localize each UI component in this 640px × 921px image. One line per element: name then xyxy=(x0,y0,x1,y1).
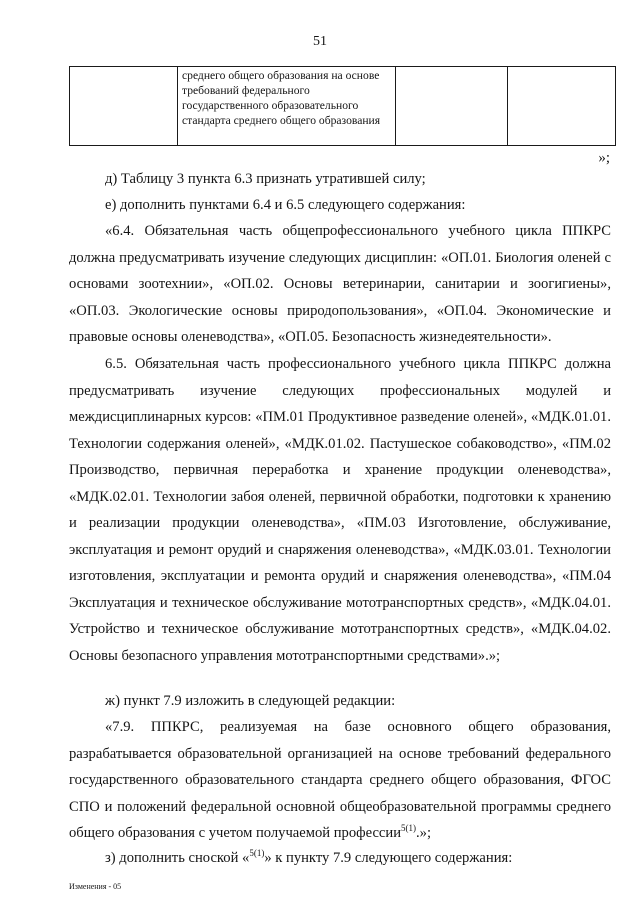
paragraph-6-4-text: «6.4. Обязательная часть общепрофессионального учебного цикла ППКРС должна предусматривать изучение следующих дисциплин: «ОП.01. Биология оленей с основами зоотехнии», «ОП.02. Основы ветеринарии, санитарии и зоогигиены», «ОП.03. Экологические основы природопользования», «ОП.04. Экономические и правовые основы оленеводства», «ОП.05. Безопасность жизнедеятельности». xyxy=(69,223,611,345)
paragraph-7-9-text: «7.9. ППКРС, реализуемая на базе основного общего образования, разрабатывается образовательной организацией на основе требований федерального государственного образовательного стандарта среднего общего образования, ФГОС СПО и положений федеральной основной общеобразовательной программы среднего общего образования с учетом получаемой профессии xyxy=(69,719,611,841)
footnote-mark: 5(1) xyxy=(401,823,417,834)
paragraph-z-start: з) дополнить сноской « xyxy=(105,850,250,866)
paragraph-6-5-text: 6.5. Обязательная часть профессионального учебного цикла ППКРС должна предусматривать изучение следующих профессиональных модулей и междисциплинарных курсов: «ПМ.01 Продуктивное разведение оленей», «МДК.01.01. Технологии содержания оленей», «МДК.01.02. Пастушеское собаководство», «ПМ.02 Производство, первичная переработка и хранение продукции оленеводства», «МДК.02.01. Технологии забоя оленей, первичной обработки, подготовки к хранению и реализации продукции оленеводства», «ПМ.03 Изготовление, обслуживание, эксплуатация и ремонт орудий и снаряжения оленеводства», «МДК.03.01. Технологии изготовления, эксплуатации и ремонта орудий и снаряжения оленеводства», «ПМ.04 Эксплуатация и техническое обслуживание мототранспортных средств», «МДК.04.01. Устройство и техническое обслуживание мототранспортных средств», «МДК.04.02. Основы безопасного управления мототранспортными средствами».»; xyxy=(69,356,611,664)
table-cell-empty xyxy=(396,67,508,146)
footer-label: Изменения - 05 xyxy=(69,882,122,891)
paragraph-d xyxy=(69,166,611,193)
table-closing-quote: »; xyxy=(598,150,610,166)
paragraph-z xyxy=(69,845,611,872)
paragraph-e-text: е) дополнить пунктами 6.4 и 6.5 следующего содержания: xyxy=(105,197,466,213)
paragraph-e xyxy=(69,192,611,219)
page-number: 51 xyxy=(313,34,327,49)
table-cell-content: среднего общего образования на основе требований федерального государственного образовательного стандарта среднего общего образования xyxy=(182,69,381,127)
paragraph-d-text: д) Таблицу 3 пункта 6.3 признать утратившей силу; xyxy=(105,171,426,187)
paragraph-6-5 xyxy=(69,351,611,669)
table-cell-empty xyxy=(508,67,616,146)
paragraph-6-4 xyxy=(69,218,611,351)
paragraph-zh-text: ж) пункт 7.9 изложить в следующей редакции: xyxy=(105,693,396,709)
table-cell-text xyxy=(178,67,396,146)
continuation-table xyxy=(69,66,616,146)
paragraph-zh xyxy=(69,688,611,715)
paragraph-7-9-end: .»; xyxy=(416,825,432,841)
table-row xyxy=(70,67,616,146)
paragraph-7-9 xyxy=(69,714,611,847)
footnote-mark: 5(1) xyxy=(249,848,265,859)
table-cell-empty xyxy=(70,67,178,146)
paragraph-z-end: » к пункту 7.9 следующего содержания: xyxy=(264,850,513,866)
